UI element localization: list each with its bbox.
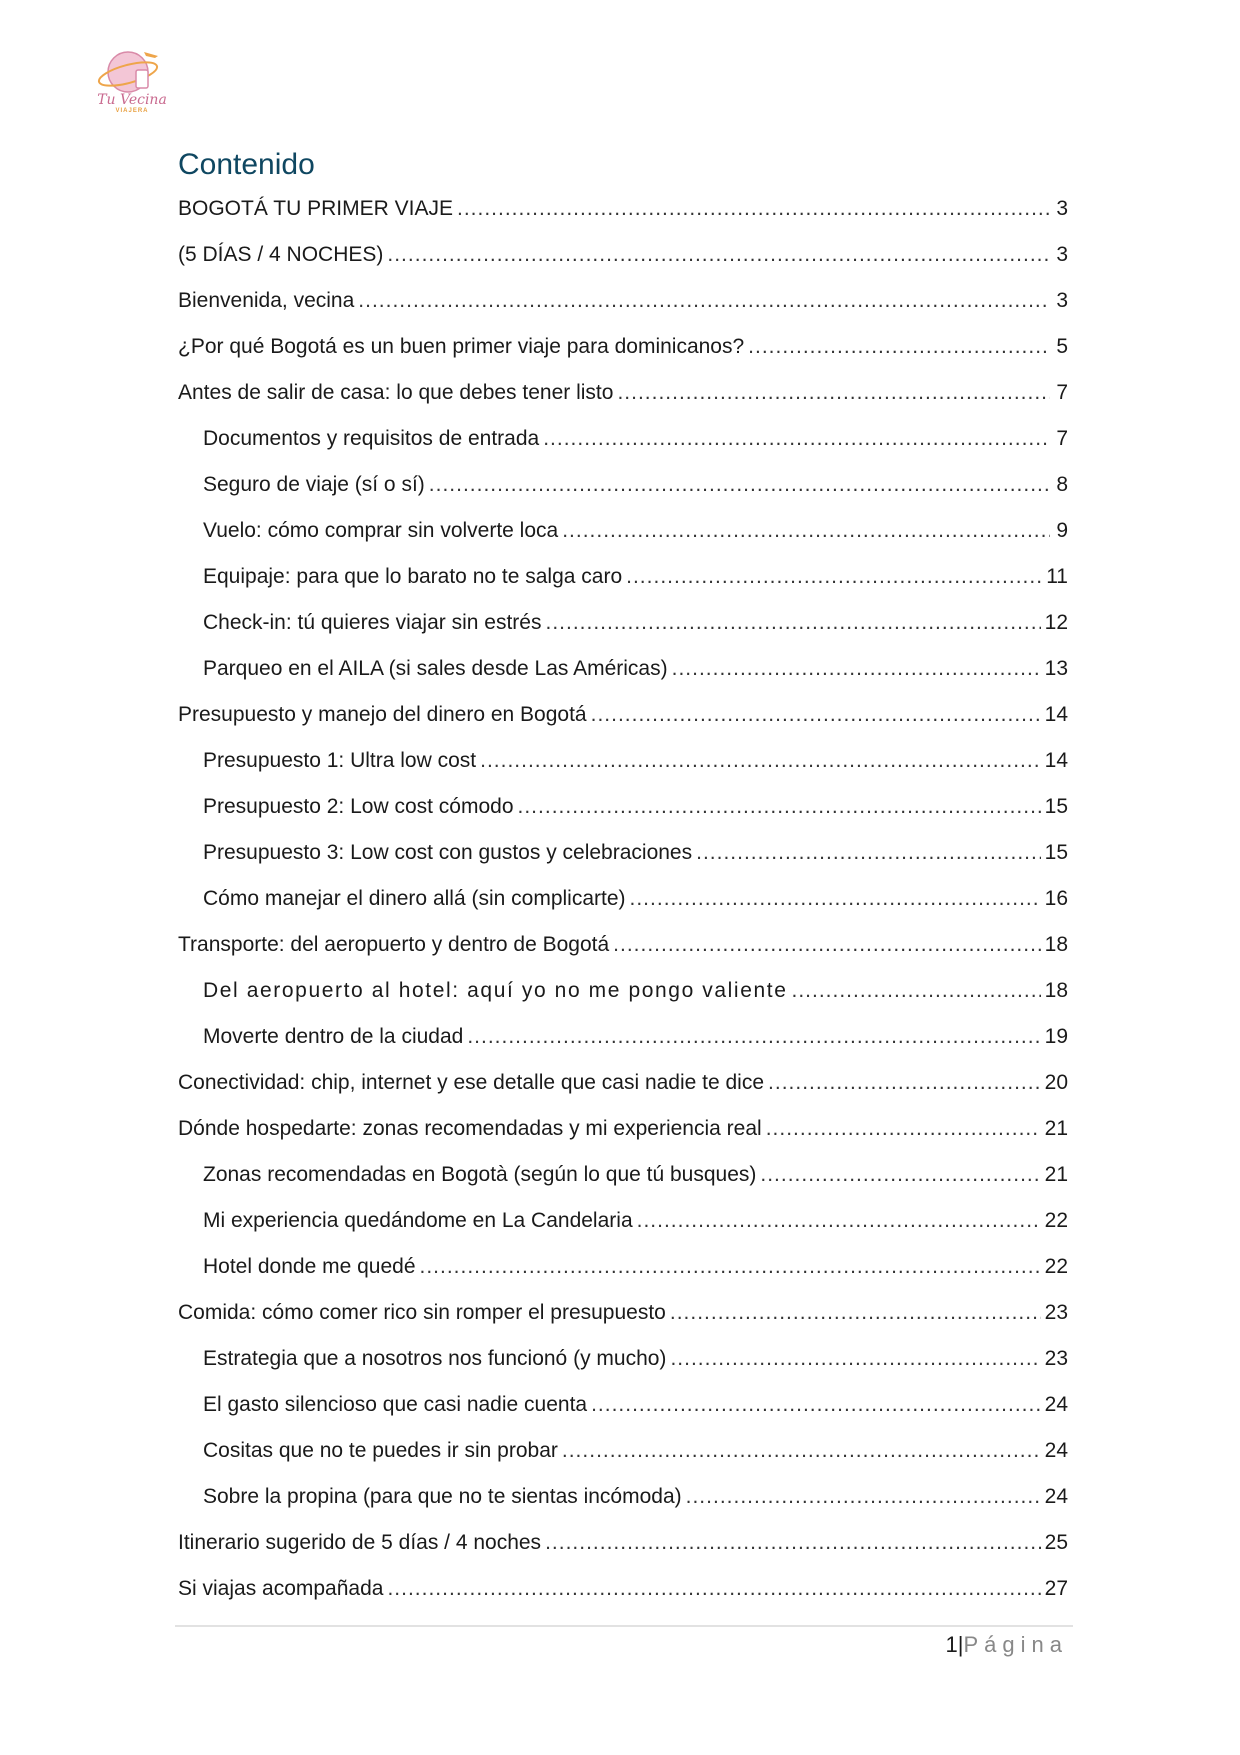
toc-entry-page[interactable]: 7: [1056, 427, 1068, 450]
toc-entry-page[interactable]: 23: [1044, 1301, 1068, 1324]
toc-entry-title[interactable]: Comida: cómo comer rico sin romper el presupuesto: [178, 1301, 666, 1324]
dot-leader: [562, 515, 1050, 547]
dot-leader: [543, 423, 1050, 455]
toc-entry[interactable]: [178, 331, 1068, 377]
toc-entry-page[interactable]: 21: [1044, 1163, 1068, 1186]
toc-entry-title[interactable]: Hotel donde me quedé: [203, 1255, 416, 1278]
toc-entry[interactable]: [178, 469, 1068, 515]
page-label: Página: [963, 1632, 1068, 1657]
toc-entry[interactable]: [178, 607, 1068, 653]
toc-entry-title[interactable]: Del aeropuerto al hotel: aquí yo no me pongo valiente: [203, 979, 788, 1002]
toc-entry-title[interactable]: Mi experiencia quedándome en La Candelaria: [203, 1209, 633, 1232]
toc-entry[interactable]: [178, 239, 1068, 285]
dot-leader: [630, 883, 1041, 915]
toc-entry[interactable]: [178, 1067, 1068, 1113]
toc-entry[interactable]: [178, 1527, 1068, 1573]
toc-entry-page[interactable]: 25: [1044, 1531, 1068, 1554]
footer-separator: |: [957, 1632, 964, 1657]
toc-entry-page[interactable]: 18: [1044, 933, 1068, 956]
toc-entry-title[interactable]: Estrategia que a nosotros nos funcionó (y mucho): [203, 1347, 667, 1370]
logo-subtitle: VIAJERA: [115, 108, 149, 114]
toc-entry-page[interactable]: 22: [1044, 1209, 1068, 1232]
toc-entry-page[interactable]: 7: [1056, 381, 1068, 404]
toc-entry[interactable]: [178, 837, 1068, 883]
toc-entry-page[interactable]: 24: [1044, 1393, 1068, 1416]
toc-entry-page[interactable]: 24: [1044, 1439, 1068, 1462]
toc-entry[interactable]: [178, 1435, 1068, 1481]
toc-entry[interactable]: [178, 791, 1068, 837]
toc-entry[interactable]: [178, 1205, 1068, 1251]
toc-entry-page[interactable]: 20: [1044, 1071, 1068, 1094]
toc-entry-title[interactable]: Bienvenida, vecina: [178, 289, 355, 312]
toc-entry-title[interactable]: Check-in: tú quieres viajar sin estrés: [203, 611, 542, 634]
toc-entry-page[interactable]: 21: [1044, 1117, 1068, 1140]
toc-entry[interactable]: [178, 1113, 1068, 1159]
toc-entry[interactable]: [178, 929, 1068, 975]
dot-leader: [387, 1573, 1040, 1605]
dot-leader: [626, 561, 1042, 593]
dot-leader: [617, 377, 1050, 409]
toc-title: Contenido: [178, 148, 315, 181]
toc-entry-title[interactable]: Conectividad: chip, internet y ese detalle que casi nadie te dice: [178, 1071, 765, 1094]
toc-entry-page[interactable]: 22: [1044, 1255, 1068, 1278]
toc-entry-page[interactable]: 3: [1056, 197, 1068, 220]
toc-entry-page[interactable]: 3: [1056, 243, 1068, 266]
dot-leader: [480, 745, 1041, 777]
toc-entry-page[interactable]: 9: [1056, 519, 1068, 542]
toc-entry[interactable]: [178, 515, 1068, 561]
toc-entry-title[interactable]: Vuelo: cómo comprar sin volverte loca: [203, 519, 559, 542]
dot-leader: [467, 1021, 1040, 1053]
toc-entry-title[interactable]: Cómo manejar el dinero allá (sin complicarte): [203, 887, 626, 910]
toc-entry-title[interactable]: Zonas recomendadas en Bogotà (según lo que tú busques): [203, 1163, 757, 1186]
toc-entry[interactable]: [178, 193, 1068, 239]
dot-leader: [562, 1435, 1041, 1467]
dot-leader: [686, 1481, 1041, 1513]
toc-entry-page[interactable]: 13: [1044, 657, 1068, 680]
dot-leader: [387, 239, 1050, 271]
toc-entry-title[interactable]: ¿Por qué Bogotá es un buen primer viaje para dominicanos?: [178, 335, 745, 358]
toc-entry-page[interactable]: 14: [1044, 703, 1068, 726]
dot-leader: [766, 1113, 1041, 1145]
toc-entry-page[interactable]: 27: [1044, 1577, 1068, 1600]
toc-entry-title[interactable]: Presupuesto 1: Ultra low cost: [203, 749, 477, 772]
toc-entry[interactable]: [178, 699, 1068, 745]
toc-entry-title[interactable]: Itinerario sugerido de 5 días / 4 noches: [178, 1531, 542, 1554]
dot-leader: [670, 1343, 1040, 1375]
logo-name: Tu Vecina: [97, 92, 167, 108]
toc-entry-page[interactable]: 8: [1056, 473, 1068, 496]
toc-entry-title[interactable]: Cositas que no te puedes ir sin probar: [203, 1439, 558, 1462]
toc-entry[interactable]: [178, 1297, 1068, 1343]
dot-leader: [429, 469, 1050, 501]
toc-entry-page[interactable]: 16: [1044, 887, 1068, 910]
toc-entry-page[interactable]: 3: [1056, 289, 1068, 312]
page-number: 1: [945, 1632, 958, 1657]
toc-entry[interactable]: [178, 377, 1068, 423]
toc-entry-title[interactable]: Antes de salir de casa: lo que debes tener listo: [178, 381, 614, 404]
toc-entry-title[interactable]: Moverte dentro de la ciudad: [203, 1025, 464, 1048]
toc-entry[interactable]: [178, 285, 1068, 331]
toc-entry[interactable]: [178, 745, 1068, 791]
dot-leader: [591, 699, 1041, 731]
toc-entry-title[interactable]: Dónde hospedarte: zonas recomendadas y mi experiencia real: [178, 1117, 762, 1140]
toc-entry-title[interactable]: Documentos y requisitos de entrada: [203, 427, 540, 450]
toc-entry[interactable]: [178, 423, 1068, 469]
toc-entry-title[interactable]: Presupuesto y manejo del dinero en Bogotá: [178, 703, 587, 726]
toc-entry-page[interactable]: 24: [1044, 1485, 1068, 1508]
toc-entry-page[interactable]: 18: [1044, 979, 1068, 1002]
toc-entry[interactable]: [178, 1481, 1068, 1527]
toc-entry[interactable]: [178, 653, 1068, 699]
toc-entry-title[interactable]: Sobre la propina (para que no te sientas incómoda): [203, 1485, 682, 1508]
toc-entry[interactable]: [178, 1389, 1068, 1435]
toc-entry-title[interactable]: Parqueo en el AILA (si sales desde Las Américas): [203, 657, 668, 680]
dot-leader: [591, 1389, 1041, 1421]
dot-leader: [358, 285, 1050, 317]
dot-leader: [670, 1297, 1041, 1329]
dot-leader: [545, 1527, 1041, 1559]
toc-entry-title[interactable]: Si viajas acompañada: [178, 1577, 384, 1600]
toc-entry[interactable]: [178, 1251, 1068, 1297]
toc-entry[interactable]: [178, 883, 1068, 929]
toc-entry[interactable]: [178, 975, 1068, 1021]
toc-entry-title[interactable]: Presupuesto 2: Low cost cómodo: [203, 795, 514, 818]
dot-leader: [696, 837, 1041, 869]
toc-entry[interactable]: [178, 1343, 1068, 1389]
dot-leader: [768, 1067, 1041, 1099]
toc-entry-title[interactable]: Transporte: del aeropuerto y dentro de Bogotá: [178, 933, 610, 956]
table-of-contents: [178, 193, 1068, 1619]
toc-entry-title[interactable]: Seguro de viaje (sí o sí): [203, 473, 425, 496]
dot-leader: [457, 193, 1050, 225]
toc-entry[interactable]: [178, 1159, 1068, 1205]
toc-entry-page[interactable]: 14: [1044, 749, 1068, 772]
toc-entry-title[interactable]: Presupuesto 3: Low cost con gustos y celebraciones: [203, 841, 693, 864]
toc-entry-page[interactable]: 11: [1046, 565, 1068, 588]
toc-entry-title[interactable]: BOGOTÁ TU PRIMER VIAJE: [178, 197, 453, 220]
dot-leader: [672, 653, 1041, 685]
toc-entry[interactable]: [178, 561, 1068, 607]
page-footer: [946, 1632, 1068, 1658]
dot-leader: [613, 929, 1040, 961]
toc-entry[interactable]: [178, 1573, 1068, 1619]
toc-entry-page[interactable]: 12: [1044, 611, 1068, 634]
toc-entry[interactable]: [178, 1021, 1068, 1067]
toc-entry-page[interactable]: 19: [1044, 1025, 1068, 1048]
dot-leader: [748, 331, 1050, 363]
dot-leader: [420, 1251, 1041, 1283]
toc-entry-title[interactable]: Equipaje: para que lo barato no te salga caro: [203, 565, 623, 588]
toc-entry-page[interactable]: 15: [1044, 841, 1068, 864]
toc-entry-page[interactable]: 23: [1044, 1347, 1068, 1370]
dot-leader: [637, 1205, 1041, 1237]
dot-leader: [518, 791, 1041, 823]
dot-leader: [760, 1159, 1040, 1191]
toc-entry-title[interactable]: El gasto silencioso que casi nadie cuenta: [203, 1393, 588, 1416]
dot-leader: [545, 607, 1040, 639]
dot-leader: [791, 975, 1040, 1007]
footer-divider: [175, 1625, 1073, 1627]
toc-entry-page[interactable]: 5: [1056, 335, 1068, 358]
toc-entry-title[interactable]: (5 DÍAS / 4 NOCHES): [178, 243, 384, 266]
toc-entry-page[interactable]: 15: [1044, 795, 1068, 818]
